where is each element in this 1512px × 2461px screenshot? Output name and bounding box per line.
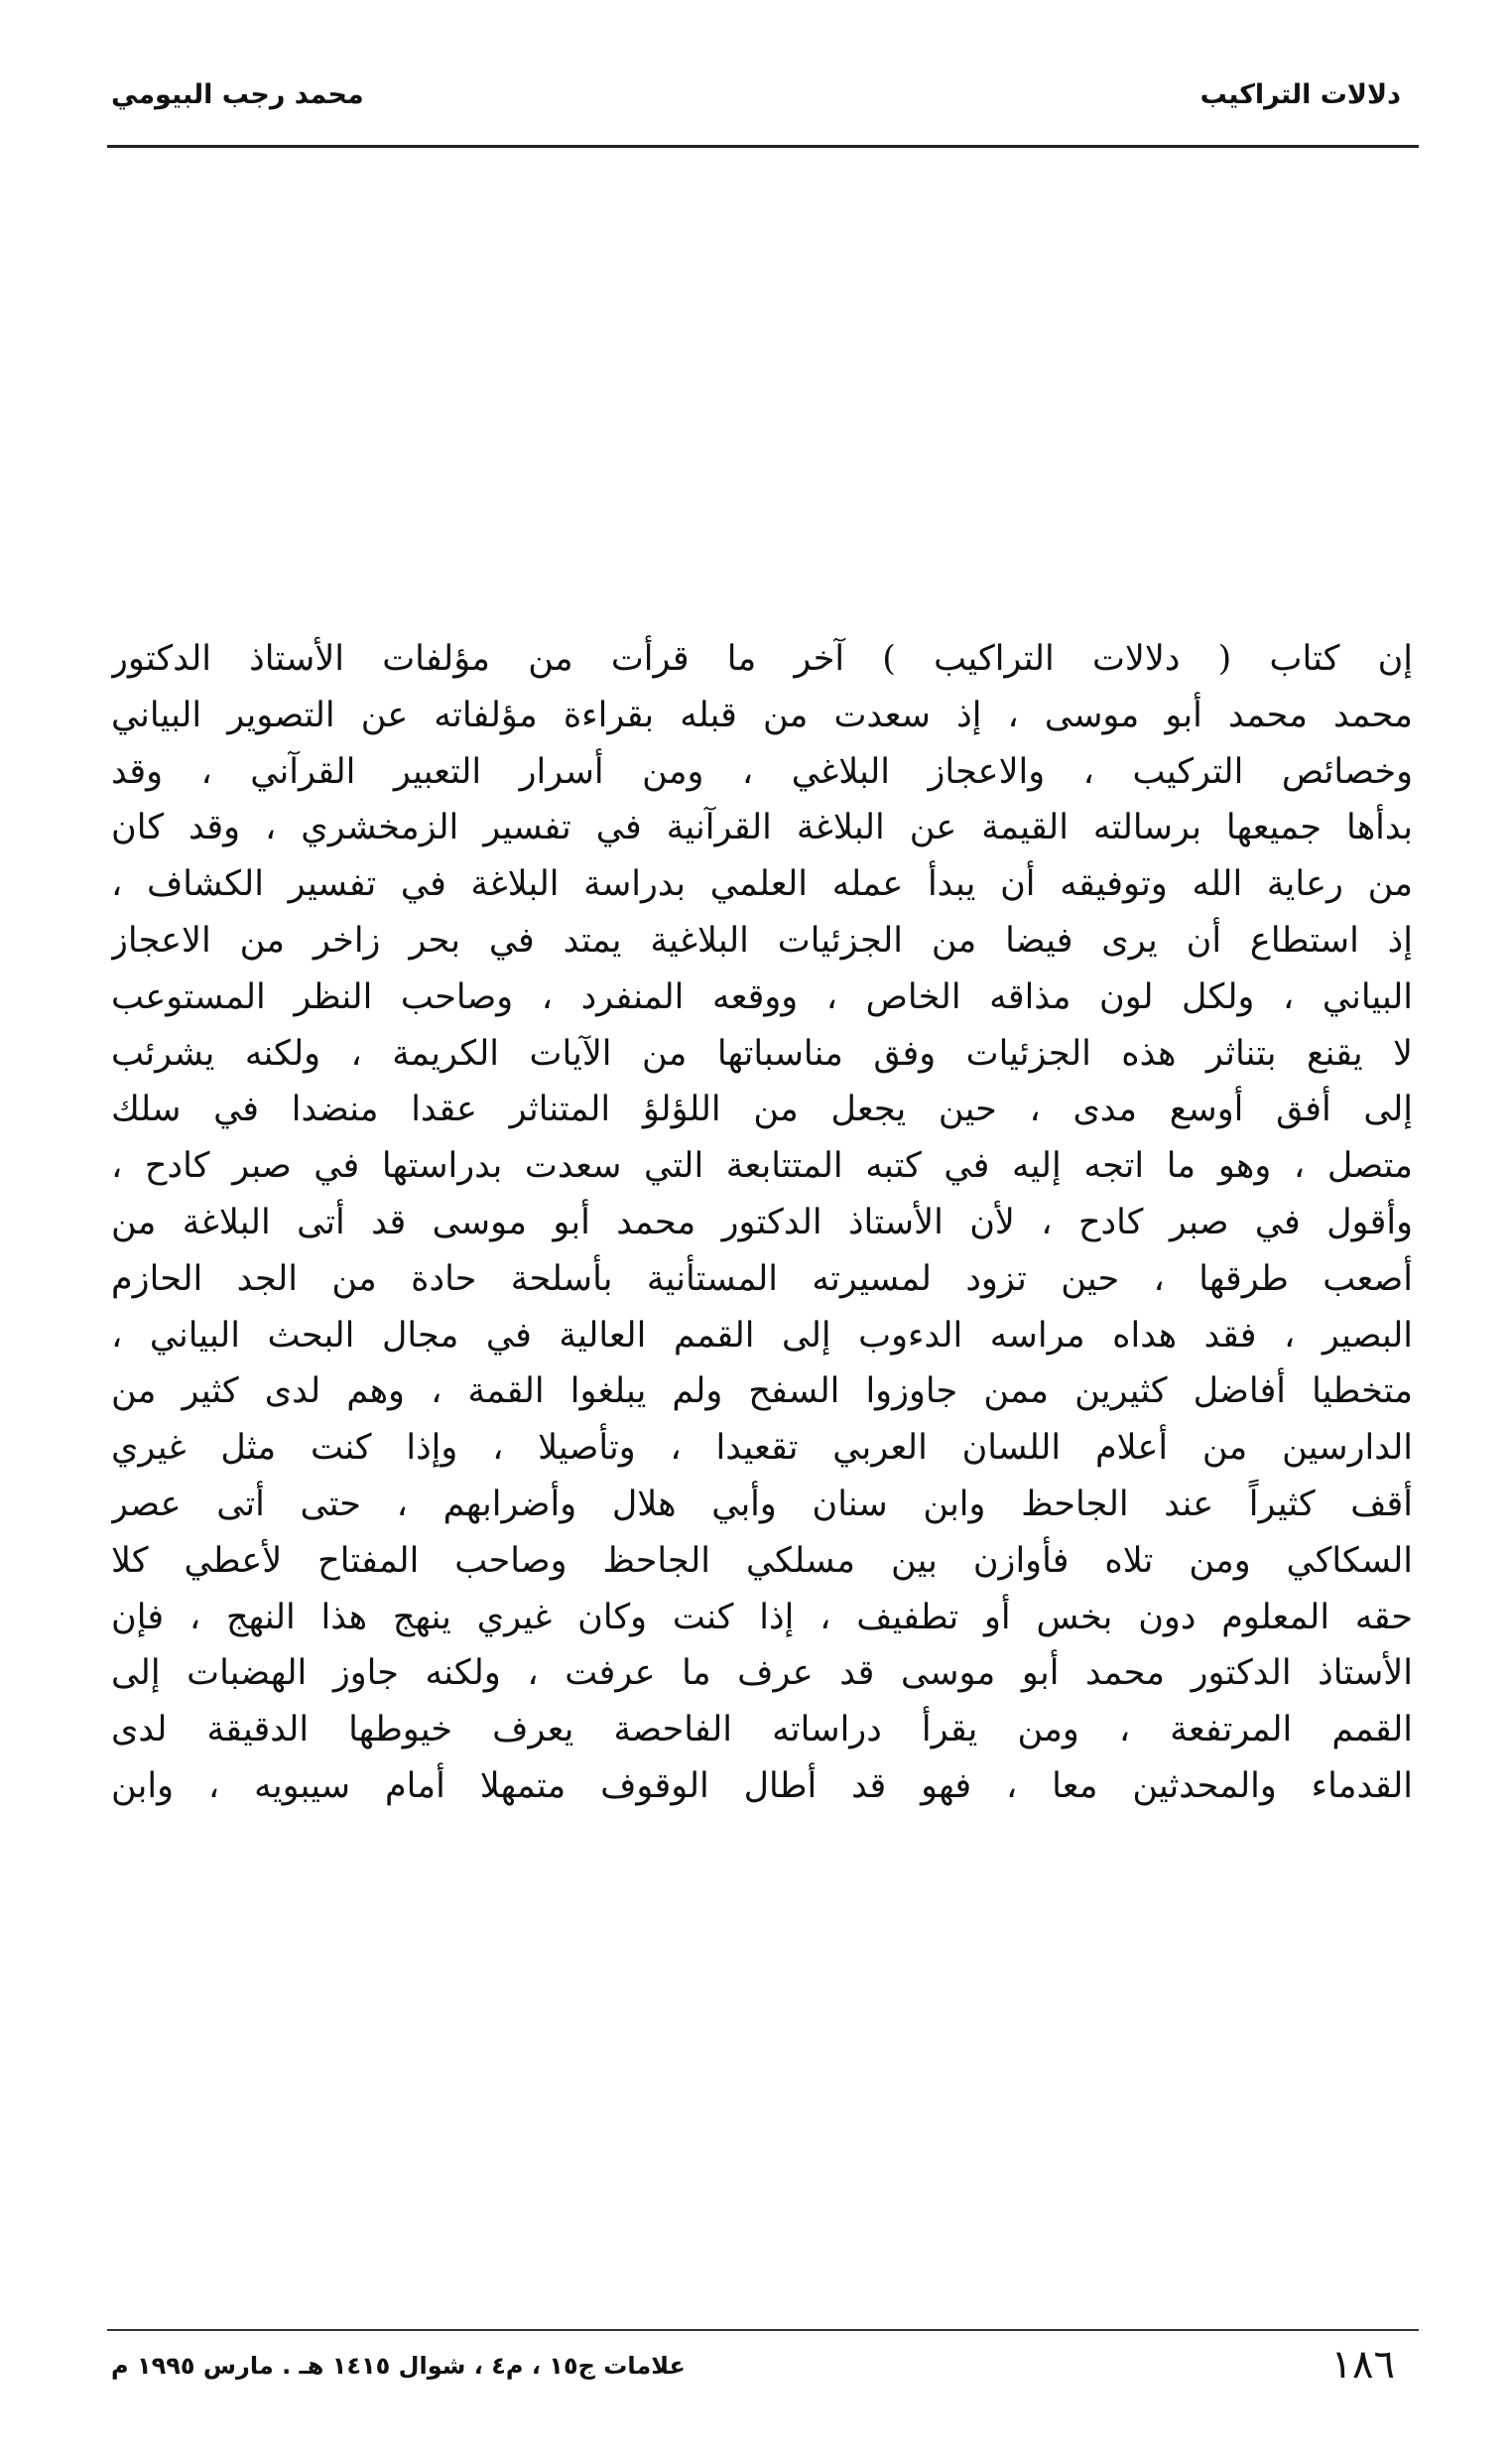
text-line: إذ استطاع أن يرى فيضا من الجزئيات البلاغية يمتد في بحر زاخر من الاعجاز — [111, 920, 1413, 961]
body-paragraph — [111, 631, 1413, 1815]
text-line: أصعب طرقها ، حين تزود لمسيرته المستأنية بأسلحة حادة من الجد الحازم — [111, 1258, 1413, 1299]
text-line: السكاكي ومن تلاه فأوازن بين مسلكي الجاحظ وصاحب المفتاح لأعطي كلا — [111, 1540, 1413, 1581]
text-line: وخصائص التركيب ، والاعجاز البلاغي ، ومن أسرار التعبير القرآني ، وقد — [111, 751, 1413, 792]
text-line: متصل ، وهو ما اتجه إليه في كتبه المتتابعة التي سعدت بدراستها في صبر كادح ، — [111, 1146, 1413, 1187]
journal-citation: علامات ج١٥ ، م٤ ، شوال ١٤١٥ هـ . مارس ١٩٩٥ م — [111, 2352, 686, 2380]
text-line: الأستاذ الدكتور محمد أبو موسى قد عرف ما عرفت ، ولكنه جاوز الهضبات إلى — [111, 1653, 1413, 1694]
text-line: الدارسين من أعلام اللسان العربي تقعيدا ، وتأصيلا ، وإذا كنت مثل غيري — [111, 1428, 1413, 1469]
text-line: لا يقنع بتناثر هذه الجزئيات وفق مناسباتها من الآيات الكريمة ، ولكنه يشرئب — [111, 1033, 1413, 1074]
text-line: وأقول في صبر كادح ، لأن الأستاذ الدكتور محمد أبو موسى قد أتى البلاغة من — [111, 1202, 1413, 1242]
text-line: إن كتاب ( دلالات التراكيب ) آخر ما قرأت من مؤلفات الأستاذ الدكتور — [111, 639, 1413, 679]
text-line: متخطيا أفاضل كثيرين ممن جاوزوا السفح ولم يبلغوا القمة ، وهم لدى كثير من — [111, 1371, 1413, 1412]
text-line: البياني ، ولكل لون مذاقه الخاص ، ووقعه المنفرد ، وصاحب النظر المستوعب — [111, 976, 1413, 1017]
text-line: بدأها جميعها برسالته القيمة عن البلاغة القرآنية في تفسير الزمخشري ، وقد كان — [111, 808, 1413, 848]
footer-divider — [107, 2329, 1419, 2331]
text-line: إلى أفق أوسع مدى ، حين يجعل من اللؤلؤ المتناثر عقدا منضدا في سلك — [111, 1090, 1413, 1130]
text-line: القمم المرتفعة ، ومن يقرأ دراساته الفاحصة يعرف خيوطها الدقيقة لدى — [111, 1710, 1413, 1750]
running-title: دلالات التراكيب — [1199, 79, 1401, 110]
text-line: حقه المعلوم دون بخس أو تطفيف ، إذا كنت وكان غيري ينهج هذا النهج ، فإن — [111, 1597, 1413, 1637]
text-line: محمد محمد أبو موسى ، إذ سعدت من قبله بقراءة مؤلفاته عن التصوير البياني — [111, 695, 1413, 735]
page-number: ١٨٦ — [1330, 2342, 1395, 2388]
text-line: من رعاية الله وتوفيقه أن يبدأ عمله العلمي بدراسة البلاغة في تفسير الكشاف ، — [111, 864, 1413, 905]
header-divider — [107, 145, 1419, 148]
text-line: القدماء والمحدثين معا ، فهو قد أطال الوقوف متمهلا أمام سيبويه ، وابن — [111, 1765, 1413, 1806]
text-line: البصير ، فقد هداه مراسه الدءوب إلى القمم العالية في مجال البحث البياني ، — [111, 1315, 1413, 1356]
running-author: محمد رجب البيومي — [111, 79, 364, 110]
text-line: أقف كثيراً عند الجاحظ وابن سنان وأبي هلال وأضرابهم ، حتى أتى عصر — [111, 1484, 1413, 1524]
